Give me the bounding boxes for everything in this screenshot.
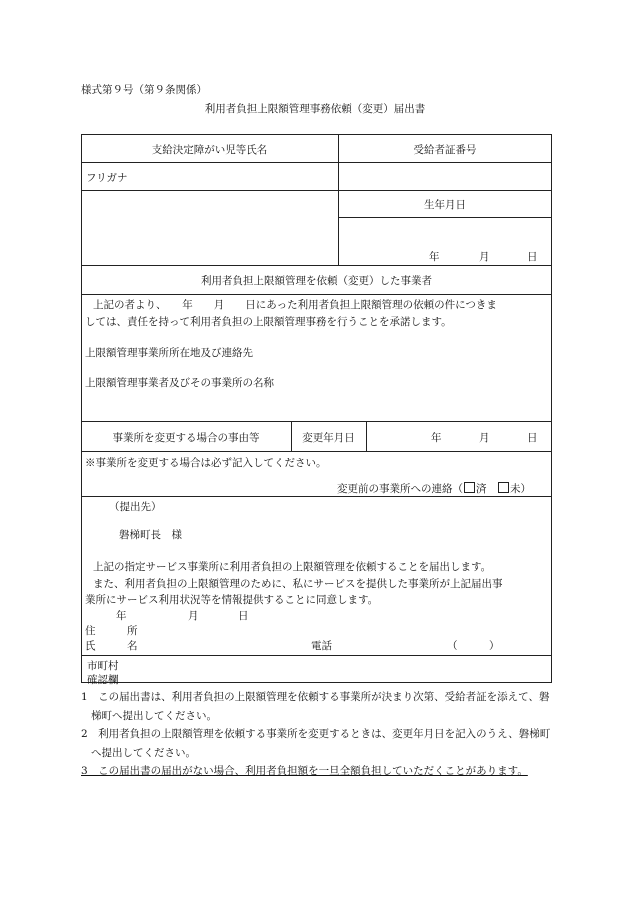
- phone-label: 電話: [311, 640, 332, 652]
- name-label: 氏 名: [85, 640, 138, 652]
- declaration-line3: 業所にサービス利用状況等を情報提供することに同意します。: [85, 594, 379, 606]
- consent-text-line2: しては、責任を持って利用者負担の上限額管理事務を行うことを承諾します。: [85, 316, 452, 328]
- child-name-header: 支給決定障がい児等氏名: [151, 144, 268, 156]
- birthdate-label: 生年月日: [424, 199, 466, 211]
- furigana-label: フリガナ: [86, 172, 128, 184]
- office-address-label: 上限額管理事業所所在地及び連絡先: [85, 347, 253, 359]
- child-name-field[interactable]: [83, 192, 336, 263]
- birth-month-unit: 月: [479, 251, 490, 263]
- prev-contact-prefix: 変更前の事業所への連絡（: [337, 483, 463, 495]
- provider-section-header: 利用者負担上限額管理を依頼（変更）した事業者: [201, 275, 432, 287]
- change-month-unit: 月: [479, 432, 490, 444]
- phone-parens: （ ）: [447, 640, 500, 652]
- recipient-number-field[interactable]: [340, 164, 549, 188]
- declaration-line2: また、利用者負担の上限額管理のために、私にサービスを提供した事業所が上記届出事: [93, 578, 503, 590]
- change-note: ※事業所を変更する場合は必ず記入してください。: [85, 457, 327, 469]
- birth-day-unit: 日: [527, 251, 538, 263]
- prev-contact-done-label: 済: [476, 483, 487, 495]
- checkbox-not-done[interactable]: [498, 482, 509, 493]
- change-reason-label: 事業所を変更する場合の事由等: [112, 432, 260, 444]
- change-day-unit: 日: [527, 432, 538, 444]
- notes: [81, 688, 552, 781]
- municipality-check-line2: 確認欄: [87, 674, 119, 686]
- checkbox-done[interactable]: [464, 482, 475, 493]
- change-year-unit: 年: [431, 432, 442, 444]
- address-label: 住 所: [85, 625, 138, 637]
- form-number: 様式第９号（第９条関係）: [81, 84, 207, 96]
- municipality-check-line1: 市町村: [87, 660, 119, 672]
- prev-contact-status: [337, 481, 531, 496]
- signature-month-unit: 月: [188, 610, 199, 622]
- note-1: 1 この届出書は、利用者負担の上限額管理を依頼する事業所が決まり次第、受給者証を添えて、磐梯町へ提出してください。: [81, 691, 550, 722]
- recipient-number-header: 受給者証番号: [413, 144, 477, 156]
- note-2: 2 利用者負担の上限額管理を依頼する事業所を変更するときは、変更年月日を記入のうえ、磐梯町へ提出してください。: [81, 728, 551, 759]
- form-table: [81, 134, 552, 686]
- note-3: 3 この届出書の届出がない場合、利用者負担額を一旦全額負担していただくことがあります。: [81, 765, 528, 777]
- declaration-line1: 上記の指定サービス事業所に利用者負担の上限額管理を依頼することを届出します。: [93, 561, 492, 573]
- signature-year-unit: 年: [116, 610, 127, 622]
- signature-day-unit: 日: [238, 610, 249, 622]
- birth-year-unit: 年: [429, 251, 440, 263]
- office-name-label: 上限額管理事業者及びその事業所の名称: [85, 377, 274, 389]
- document-title: 利用者負担上限額管理事務依頼（変更）届出書: [204, 103, 426, 115]
- consent-text-line1: 上記の者より、 年 月 日にあった利用者負担上限額管理の依頼の件につきま: [93, 299, 497, 311]
- prev-contact-not-label: 未）: [510, 483, 531, 495]
- change-date-label: 変更年月日: [302, 432, 355, 444]
- submit-to-label: （提出先）: [109, 501, 162, 513]
- addressee: 磐梯町長 様: [119, 529, 182, 541]
